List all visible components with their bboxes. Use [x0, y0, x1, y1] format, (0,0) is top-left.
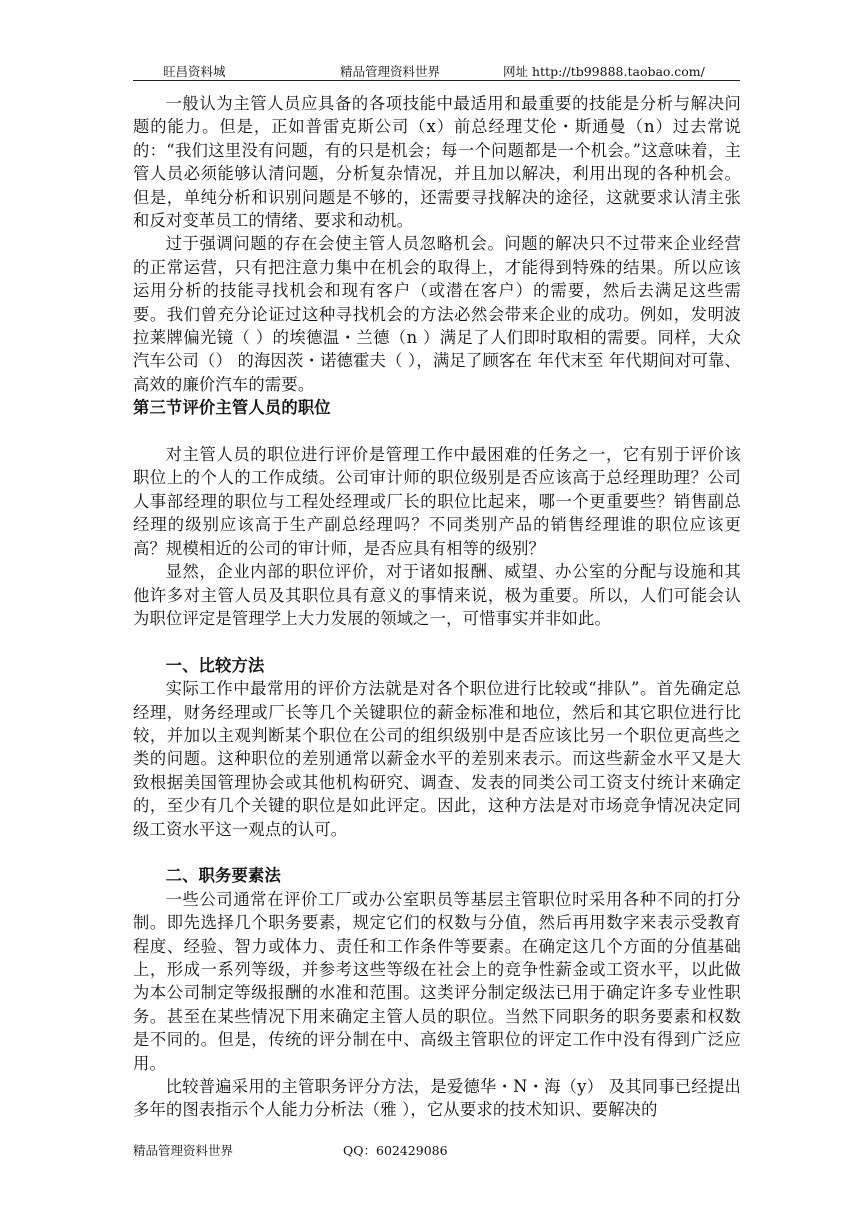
- header-slogan: 精品管理资料世界: [340, 64, 441, 79]
- paragraph-1: 一般认为主管人员应具备的各项技能中最适用和最重要的技能是分析与解决问题的能力。但是，正如普雷克斯公司（x）前总经理艾伦・斯通曼（n）过去常说的：“我们这里没有问题，有的只是机会；每一个问题都是一个机会。”这意味着，主管人员必须能够认清问题，分析复杂情况，并且加以解决，利用出现的各种机会。但是，单纯分析和识别问题是不够的，还需要寻找解决的途径，这就要求认清主张和反对变革员工的情绪、要求和动机。: [133, 94, 741, 231]
- paragraph-7: 比较普遍采用的主管职务评分方法，是爱德华・N・海（y） 及其同事已经提出多年的图表指示个人能力分析法（雅 ），它从要求的技术知识、要解决的: [133, 1077, 741, 1120]
- header-site-name: 旺昌资料城: [163, 64, 226, 79]
- subsection-heading-2: 二、职务要素法: [165, 866, 281, 886]
- paragraph-3: 对主管人员的职位进行评价是管理工作中最困难的任务之一，它有别于评价该职位上的个人的工作成绩。公司审计师的职位级别是否应该高于总经理助理？公司人事部经理的职位与工程处经理或厂长的职位比起来，哪一个更重要些？销售副总经理的级别应该高于生产副总经理吗？不同类别产品的销售经理谁的职位应该更高？规模相近的公司的审计师，是否应具有相等的级别？: [133, 445, 741, 558]
- section-title: 第三节评价主管人员的职位: [133, 398, 331, 418]
- footer-qq: QQ：602429086: [343, 1143, 448, 1158]
- document-body: [133, 92, 741, 1122]
- page-header: [133, 62, 740, 81]
- paragraph-5: 实际工作中最常用的评价方法就是对各个职位进行比较或“排队”。首先确定总经理，财务经理或厂长等几个关键职位的薪金标准和地位，然后和其它职位进行比较，并加以主观判断某个职位在公司的组织级别中是否应该比另一个职位更高些之类的问题。这种职位的差别通常以薪金水平的差别来表示。而这些薪金水平又是大致根据美国管理协会或其他机构研究、调查、发表的同类公司工资支付统计来确定的，至少有几个关键的职位是如此评定。因此，这种方法是对市场竞争情况决定同级工资水平这一观点的认可。: [133, 679, 741, 839]
- header-url: 网址 http://tb99888.taobao.com/: [503, 64, 705, 79]
- paragraph-6: 一些公司通常在评价工厂或办公室职员等基层主管职位时采用各种不同的打分制。即先选择几个职务要素，规定它们的权数与分值，然后再用数字来表示受教育程度、经验、智力或体力、责任和工作条件等要素。在确定这几个方面的分值基础上，形成一系列等级，并参考这些等级在社会上的竞争性薪金或工资水平，以此做为本公司制定等级报酬的水准和范围。这类评分制定级法已用于确定许多专业性职务。甚至在某些情况下用来确定主管人员的职位。当然下同职务的职务要素和权数是不同的。但是，传统的评分制在中、高级主管职位的评定工作中没有得到广泛应用。: [133, 889, 741, 1073]
- footer-left-text: 精品管理资料世界: [133, 1143, 234, 1158]
- paragraph-2: 过于强调问题的存在会使主管人员忽略机会。问题的解决只不过带来企业经营的正常运营，只有把注意力集中在机会的取得上，才能得到特殊的结果。所以应该运用分析的技能寻找机会和现有客户（或潜在客户）的需要，然后去满足这些需要。我们曾充分论证过这种寻找机会的方法必然会带来企业的成功。例如，发明波拉莱牌偏光镜（ ）的埃德温・兰德（n ）满足了人们即时取相的需要。同样，大众汽车公司（） 的海因茨・诺德霍夫（ ），满足了顾客在 年代末至 年代期间对可靠、高效的廉价汽车的需要。: [133, 234, 741, 394]
- paragraph-4: 显然，企业内部的职位评价，对于诸如报酬、威望、办公室的分配与设施和其他许多对主管人员及其职位具有意义的事情来说，极为重要。所以，人们可能会认为职位评定是管理学上大力发展的领域之一，可惜事实并非如此。: [133, 562, 741, 628]
- subsection-heading-1: 一、比较方法: [165, 655, 265, 675]
